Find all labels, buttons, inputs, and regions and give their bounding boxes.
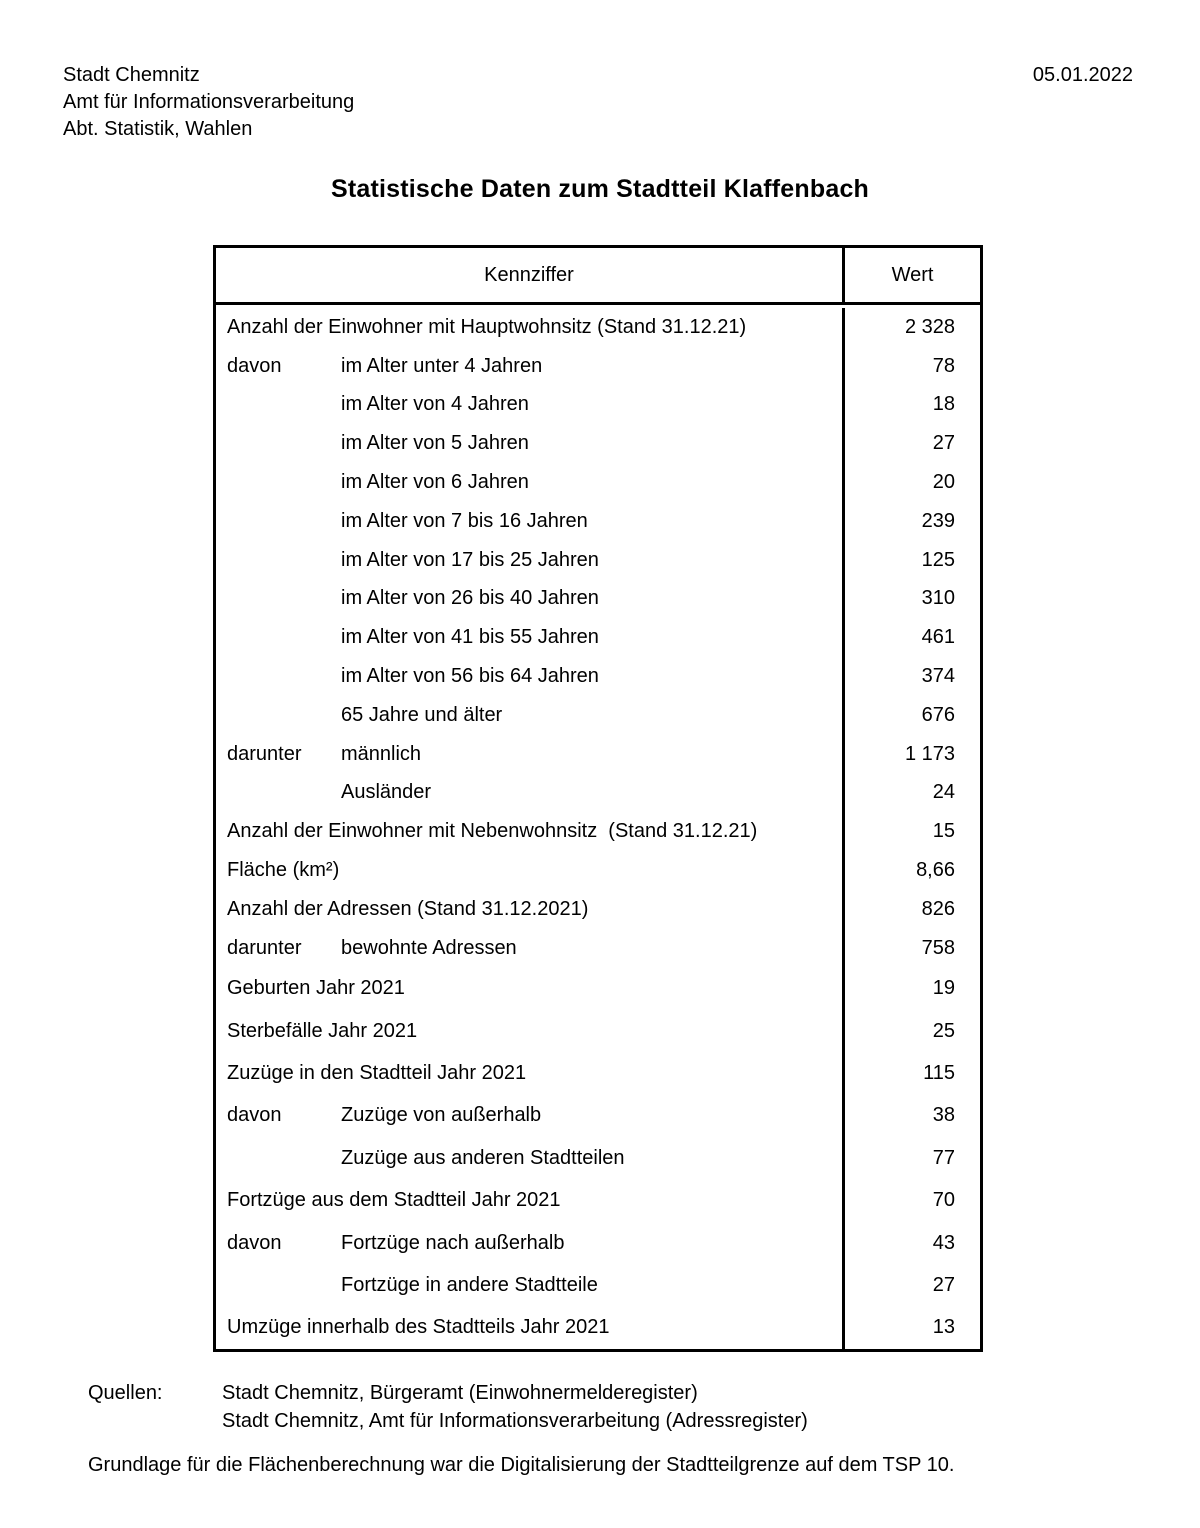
row-label-cell xyxy=(216,502,845,541)
row-value-cell: 2 328 xyxy=(904,315,955,338)
row-label: im Alter von 41 bis 55 Jahren xyxy=(341,626,599,649)
source-line-2: Stadt Chemnitz, Amt für Informationsverarbeitung (Adressregister) xyxy=(222,1410,808,1432)
row-label-cell xyxy=(216,541,845,580)
row-value-cell: 826 xyxy=(921,897,955,920)
table-row xyxy=(216,1010,980,1052)
row-label: Zuzüge in den Stadtteil Jahr 2021 xyxy=(227,1062,527,1085)
row-prefix: davon xyxy=(227,354,282,377)
row-label: im Alter von 4 Jahren xyxy=(341,393,529,416)
row-label: im Alter von 5 Jahren xyxy=(341,432,529,455)
statistics-table xyxy=(213,245,983,1352)
row-value-cell: 27 xyxy=(932,432,955,455)
table-row xyxy=(216,735,980,774)
letterhead-line-2: Amt für Informationsverarbeitung xyxy=(63,91,355,113)
row-value-cell: 18 xyxy=(932,393,955,416)
row-label-cell xyxy=(216,1052,845,1094)
row-label-cell xyxy=(216,618,845,657)
table-row xyxy=(216,774,980,813)
row-value-cell: 77 xyxy=(932,1146,955,1169)
row-value-cell: 1 173 xyxy=(904,742,955,765)
row-value-cell: 461 xyxy=(921,626,955,649)
row-label: Geburten Jahr 2021 xyxy=(227,977,405,1000)
row-label: Zuzüge von außerhalb xyxy=(341,1104,542,1127)
page-title: Statistische Daten zum Stadtteil Klaffenbach xyxy=(330,175,870,203)
row-value-cell: 43 xyxy=(932,1231,955,1254)
row-value-cell: 239 xyxy=(921,509,955,532)
row-label-cell xyxy=(216,1222,845,1264)
row-label-cell xyxy=(216,1180,845,1222)
table-row xyxy=(216,618,980,657)
table-row xyxy=(216,347,980,386)
row-label-cell xyxy=(216,1264,845,1306)
column-header-indicator: Kennziffer xyxy=(216,248,845,302)
row-label: Anzahl der Einwohner mit Nebenwohnsitz (Stand 31.12.21) xyxy=(227,820,758,843)
row-label: Zuzüge aus anderen Stadtteilen xyxy=(341,1146,625,1169)
table-row xyxy=(216,929,980,968)
row-label: Fortzüge nach außerhalb xyxy=(341,1231,565,1254)
row-label-cell xyxy=(216,424,845,463)
document-date: 05.01.2022 xyxy=(1032,64,1133,86)
table-row xyxy=(216,657,980,696)
row-label-cell xyxy=(216,1010,845,1052)
letterhead xyxy=(63,62,354,143)
table-row xyxy=(216,968,980,1010)
row-label: im Alter von 17 bis 25 Jahren xyxy=(341,548,599,571)
row-label-cell xyxy=(216,890,845,929)
row-label-cell xyxy=(216,696,845,735)
row-label: im Alter von 56 bis 64 Jahren xyxy=(341,665,599,688)
row-label-cell xyxy=(216,968,845,1010)
row-value-cell: 13 xyxy=(932,1316,955,1339)
row-value-cell: 15 xyxy=(932,820,955,843)
table-row xyxy=(216,1052,980,1094)
table-row xyxy=(216,1180,980,1222)
row-prefix: darunter xyxy=(227,936,302,959)
table-row xyxy=(216,1307,980,1349)
table-row xyxy=(216,1137,980,1179)
row-label-cell xyxy=(216,1137,845,1179)
row-value-cell: 20 xyxy=(932,471,955,494)
footnote: Grundlage für die Flächenberechnung war die Digitalisierung der Stadtteilgrenze auf dem TSP 10. xyxy=(88,1454,955,1476)
row-prefix: davon xyxy=(227,1231,282,1254)
row-label-cell xyxy=(216,774,845,813)
row-label: Umzüge innerhalb des Stadtteils Jahr 2021 xyxy=(227,1316,610,1339)
row-label: Sterbefälle Jahr 2021 xyxy=(227,1019,418,1042)
row-value-cell: 24 xyxy=(932,781,955,804)
sources-label: Quellen: xyxy=(88,1382,163,1404)
table-row xyxy=(216,812,980,851)
row-value-cell: 38 xyxy=(932,1104,955,1127)
table-row xyxy=(216,502,980,541)
table-row xyxy=(216,541,980,580)
row-label-cell xyxy=(216,308,845,347)
row-value-cell: 19 xyxy=(932,977,955,1000)
row-label-cell xyxy=(216,657,845,696)
row-label-cell xyxy=(216,929,845,968)
row-label: im Alter von 6 Jahren xyxy=(341,471,529,494)
sources-block xyxy=(88,1379,808,1435)
row-prefix: darunter xyxy=(227,742,302,765)
row-label: 65 Jahre und älter xyxy=(341,703,503,726)
row-value-cell: 676 xyxy=(921,703,955,726)
table-row xyxy=(216,386,980,425)
row-value-cell: 115 xyxy=(923,1062,955,1085)
row-value-cell: 310 xyxy=(921,587,955,610)
row-value-cell: 70 xyxy=(932,1189,955,1212)
row-value-cell: 374 xyxy=(921,665,955,688)
row-value-cell: 8,66 xyxy=(916,859,955,882)
source-line-1: Stadt Chemnitz, Bürgeramt (Einwohnermelderegister) xyxy=(222,1382,698,1404)
row-label: Anzahl der Adressen (Stand 31.12.2021) xyxy=(227,897,589,920)
row-label-cell xyxy=(216,1095,845,1137)
row-value-cell: 758 xyxy=(921,936,955,959)
table-row xyxy=(216,890,980,929)
row-label: Anzahl der Einwohner mit Hauptwohnsitz (Stand 31.12.21) xyxy=(227,315,747,338)
row-label-cell xyxy=(216,812,845,851)
table-row xyxy=(216,696,980,735)
table-body xyxy=(216,305,980,1349)
row-label: männlich xyxy=(341,742,422,765)
table-row xyxy=(216,1222,980,1264)
row-label-cell xyxy=(216,1307,845,1349)
row-label: bewohnte Adressen xyxy=(341,936,517,959)
table-row xyxy=(216,308,980,347)
table-row xyxy=(216,580,980,619)
row-label: im Alter unter 4 Jahren xyxy=(341,354,543,377)
row-label: im Alter von 26 bis 40 Jahren xyxy=(341,587,599,610)
table-row xyxy=(216,463,980,502)
row-value-cell: 25 xyxy=(932,1019,955,1042)
row-label-cell xyxy=(216,463,845,502)
column-header-value: Wert xyxy=(891,263,934,286)
letterhead-line-3: Abt. Statistik, Wahlen xyxy=(63,118,253,140)
table-row xyxy=(216,424,980,463)
row-label-cell xyxy=(216,386,845,425)
letterhead-line-1: Stadt Chemnitz xyxy=(63,64,200,86)
row-value-cell: 78 xyxy=(932,354,955,377)
sources-lines xyxy=(222,1379,808,1435)
row-value-cell: 125 xyxy=(921,548,955,571)
row-value-cell: 27 xyxy=(932,1273,955,1296)
row-label-cell xyxy=(216,735,845,774)
row-label-cell xyxy=(216,580,845,619)
table-header-row xyxy=(216,248,980,305)
row-label: Fläche (km²) xyxy=(227,859,340,882)
row-label: Fortzüge aus dem Stadtteil Jahr 2021 xyxy=(227,1189,561,1212)
row-label: Ausländer xyxy=(341,781,432,804)
row-label: im Alter von 7 bis 16 Jahren xyxy=(341,509,588,532)
row-label: Fortzüge in andere Stadtteile xyxy=(341,1273,598,1296)
table-row xyxy=(216,1095,980,1137)
row-prefix: davon xyxy=(227,1104,282,1127)
table-row xyxy=(216,1264,980,1306)
row-label-cell xyxy=(216,347,845,386)
row-label-cell xyxy=(216,851,845,890)
table-row xyxy=(216,851,980,890)
